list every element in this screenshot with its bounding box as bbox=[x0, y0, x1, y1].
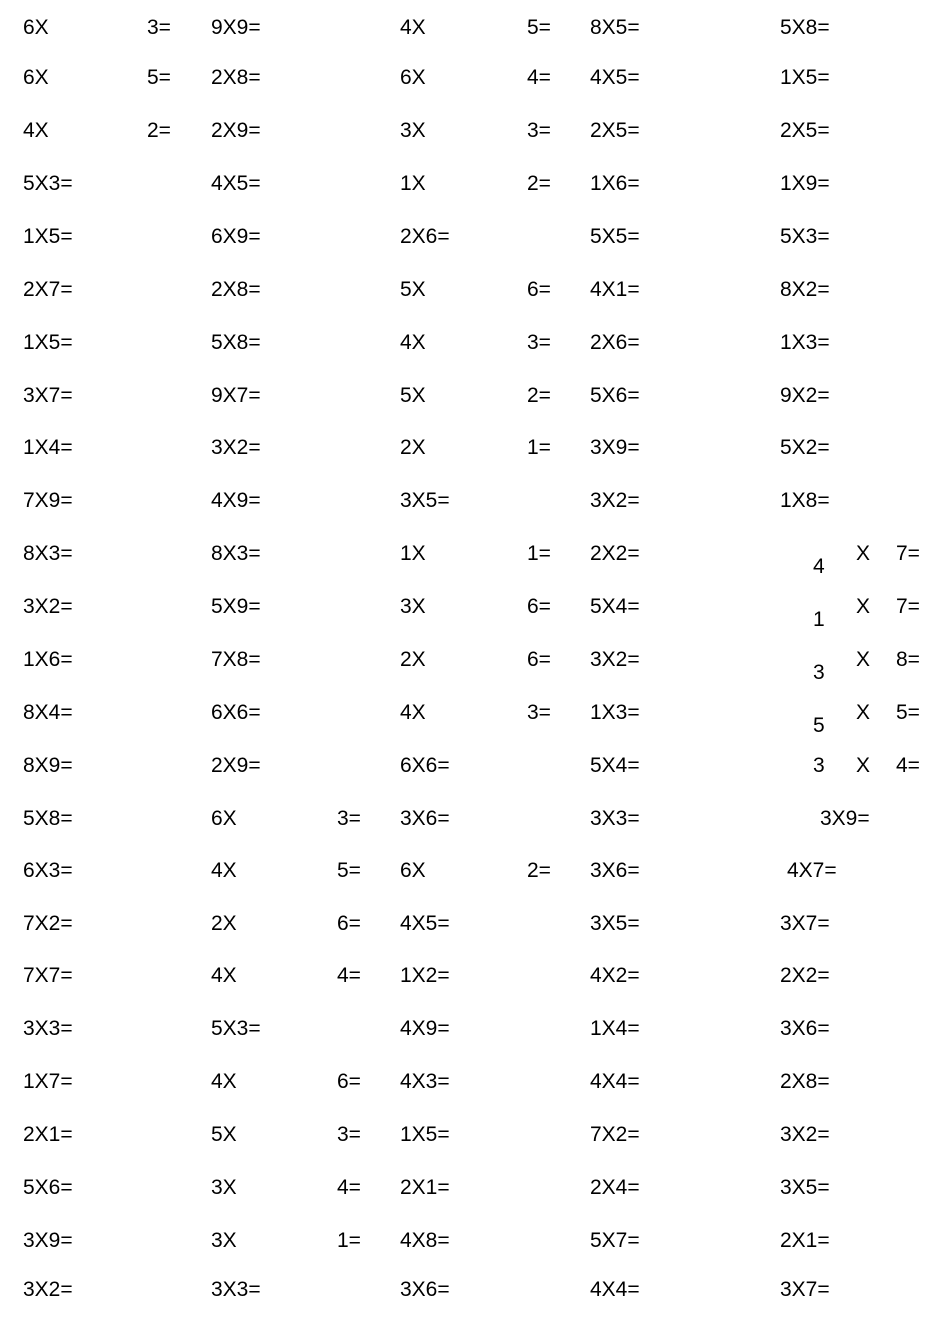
problem-text: 3= bbox=[527, 701, 551, 724]
problem-text: 2X6= bbox=[590, 331, 640, 354]
problem-text: 6= bbox=[527, 595, 551, 618]
problem-text: 4X8= bbox=[400, 1229, 450, 1252]
problem-text: 5= bbox=[896, 701, 920, 724]
problem-text: 1X7= bbox=[23, 1070, 73, 1093]
problem-text: 4X bbox=[400, 331, 426, 354]
problem-text: 3X3= bbox=[590, 807, 640, 830]
problem-text: 5X2= bbox=[780, 436, 830, 459]
problem-text: 4X4= bbox=[590, 1070, 640, 1093]
problem-text: 2X1= bbox=[400, 1176, 450, 1199]
problem-text: 6X bbox=[23, 16, 49, 39]
problem-text: 2X5= bbox=[780, 119, 830, 142]
problem-text: 4X9= bbox=[211, 489, 261, 512]
problem-text: X bbox=[856, 595, 871, 618]
problem-text: 4X4= bbox=[590, 1278, 640, 1301]
problem-text: 6= bbox=[337, 912, 361, 935]
problem-text: 6X9= bbox=[211, 225, 261, 248]
problem-text: 1X4= bbox=[590, 1017, 640, 1040]
problem-text: 2= bbox=[527, 859, 551, 882]
problem-text: 3X bbox=[400, 595, 426, 618]
problem-text: 2X4= bbox=[590, 1176, 640, 1199]
problem-text: 5X3= bbox=[211, 1017, 261, 1040]
problem-text: 4X bbox=[211, 964, 237, 987]
problem-text: 7X2= bbox=[23, 912, 73, 935]
problem-text: 7= bbox=[896, 542, 920, 565]
problem-text: 4X5= bbox=[211, 172, 261, 195]
problem-text: 5= bbox=[527, 16, 551, 39]
problem-text: 4X2= bbox=[590, 964, 640, 987]
problem-text: 2X bbox=[400, 436, 426, 459]
problem-text: 4= bbox=[337, 1176, 361, 1199]
problem-text: 2X2= bbox=[590, 542, 640, 565]
problem-text: 6= bbox=[337, 1070, 361, 1093]
problem-text: 3= bbox=[527, 331, 551, 354]
problem-text: 1X bbox=[400, 172, 426, 195]
problem-text: 3= bbox=[337, 807, 361, 830]
problem-text: 4X9= bbox=[400, 1017, 450, 1040]
problem-text: 3X7= bbox=[23, 384, 73, 407]
problem-text: 1X4= bbox=[23, 436, 73, 459]
problem-text: 3X3= bbox=[211, 1278, 261, 1301]
problem-text: 6X bbox=[400, 66, 426, 89]
problem-text: 2X1= bbox=[780, 1229, 830, 1252]
problem-text: 5= bbox=[147, 66, 171, 89]
problem-text: 3X5= bbox=[590, 912, 640, 935]
problem-text: 7= bbox=[896, 595, 920, 618]
problem-text: 7X8= bbox=[211, 648, 261, 671]
problem-text: 5X bbox=[400, 384, 426, 407]
problem-text: 3X2= bbox=[23, 1278, 73, 1301]
problem-text: 5 bbox=[813, 714, 825, 737]
problem-text: 5X6= bbox=[590, 384, 640, 407]
problem-text: 1X5= bbox=[780, 66, 830, 89]
problem-text: 5X7= bbox=[590, 1229, 640, 1252]
problem-text: 8X9= bbox=[23, 754, 73, 777]
problem-text: 3= bbox=[147, 16, 171, 39]
problem-text: 9X9= bbox=[211, 16, 261, 39]
problem-text: 5X4= bbox=[590, 754, 640, 777]
problem-text: 2X9= bbox=[211, 754, 261, 777]
problem-text: 3= bbox=[337, 1123, 361, 1146]
problem-text: 4X bbox=[211, 1070, 237, 1093]
problem-text: 3X9= bbox=[590, 436, 640, 459]
problem-text: 3X2= bbox=[211, 436, 261, 459]
problem-text: 4X3= bbox=[400, 1070, 450, 1093]
problem-text: 3X2= bbox=[590, 648, 640, 671]
problem-text: 2X8= bbox=[211, 66, 261, 89]
problem-text: X bbox=[856, 648, 871, 671]
problem-text: 4X bbox=[400, 16, 426, 39]
problem-text: 1X bbox=[400, 542, 426, 565]
problem-text: 2= bbox=[527, 384, 551, 407]
problem-text: 6X bbox=[211, 807, 237, 830]
problem-text: 5X5= bbox=[590, 225, 640, 248]
problem-text: 6X bbox=[400, 859, 426, 882]
problem-text: 8= bbox=[896, 648, 920, 671]
problem-text: 6= bbox=[527, 648, 551, 671]
problem-text: 3X6= bbox=[780, 1017, 830, 1040]
problem-text: 6X6= bbox=[400, 754, 450, 777]
problem-text: 9X7= bbox=[211, 384, 261, 407]
problem-text: 3X6= bbox=[590, 859, 640, 882]
problem-text: 3X7= bbox=[780, 1278, 830, 1301]
problem-text: X bbox=[856, 701, 871, 724]
problem-text: 2X5= bbox=[590, 119, 640, 142]
problem-text: 4X5= bbox=[590, 66, 640, 89]
problem-text: 6X3= bbox=[23, 859, 73, 882]
problem-text: 2X9= bbox=[211, 119, 261, 142]
problem-text: X bbox=[856, 754, 871, 777]
problem-text: 3X6= bbox=[400, 807, 450, 830]
problem-text: 1X3= bbox=[780, 331, 830, 354]
problem-text: 1X6= bbox=[23, 648, 73, 671]
problem-text: 4X5= bbox=[400, 912, 450, 935]
problem-text: 8X4= bbox=[23, 701, 73, 724]
problem-text: 4X bbox=[211, 859, 237, 882]
problem-text: 1X5= bbox=[400, 1123, 450, 1146]
problem-text: 2X8= bbox=[211, 278, 261, 301]
problem-text: 4= bbox=[896, 754, 920, 777]
problem-text: 3X2= bbox=[590, 489, 640, 512]
problem-text: 3X9= bbox=[23, 1229, 73, 1252]
problem-text: 8X2= bbox=[780, 278, 830, 301]
problem-text: 3X5= bbox=[780, 1176, 830, 1199]
problem-text: 5X8= bbox=[780, 16, 830, 39]
problem-text: X bbox=[856, 542, 871, 565]
problem-text: 2X bbox=[400, 648, 426, 671]
problem-text: 4 bbox=[813, 555, 825, 578]
problem-text: 5X8= bbox=[211, 331, 261, 354]
problem-text: 2X7= bbox=[23, 278, 73, 301]
problem-text: 1X2= bbox=[400, 964, 450, 987]
problem-text: 1= bbox=[337, 1229, 361, 1252]
problem-text: 3X9= bbox=[820, 807, 870, 830]
problem-text: 1X6= bbox=[590, 172, 640, 195]
problem-text: 3X7= bbox=[780, 912, 830, 935]
problem-text: 4X7= bbox=[787, 859, 837, 882]
problem-text: 3= bbox=[527, 119, 551, 142]
problem-text: 1= bbox=[527, 542, 551, 565]
problem-text: 3X2= bbox=[23, 595, 73, 618]
problem-text: 2= bbox=[147, 119, 171, 142]
problem-text: 9X2= bbox=[780, 384, 830, 407]
problem-text: 3X bbox=[211, 1229, 237, 1252]
problem-text: 3X5= bbox=[400, 489, 450, 512]
problem-text: 5X3= bbox=[23, 172, 73, 195]
problem-text: 8X3= bbox=[211, 542, 261, 565]
problem-text: 1X9= bbox=[780, 172, 830, 195]
problem-text: 2X bbox=[211, 912, 237, 935]
problem-text: 2X1= bbox=[23, 1123, 73, 1146]
problem-text: 1X8= bbox=[780, 489, 830, 512]
problem-text: 1X3= bbox=[590, 701, 640, 724]
problem-text: 7X7= bbox=[23, 964, 73, 987]
problem-text: 5X bbox=[400, 278, 426, 301]
problem-text: 4= bbox=[527, 66, 551, 89]
problem-text: 8X5= bbox=[590, 16, 640, 39]
problem-text: 3X bbox=[400, 119, 426, 142]
problem-text: 4X bbox=[23, 119, 49, 142]
problem-text: 5X6= bbox=[23, 1176, 73, 1199]
problem-text: 4X bbox=[400, 701, 426, 724]
problem-text: 7X2= bbox=[590, 1123, 640, 1146]
problem-text: 3X2= bbox=[780, 1123, 830, 1146]
problem-text: 1X5= bbox=[23, 225, 73, 248]
problem-text: 4X1= bbox=[590, 278, 640, 301]
problem-text: 6X6= bbox=[211, 701, 261, 724]
problem-text: 6X bbox=[23, 66, 49, 89]
problem-text: 4= bbox=[337, 964, 361, 987]
problem-text: 5X9= bbox=[211, 595, 261, 618]
problem-text: 3X bbox=[211, 1176, 237, 1199]
problem-text: 2X2= bbox=[780, 964, 830, 987]
problem-text: 1X5= bbox=[23, 331, 73, 354]
problem-text: 3 bbox=[813, 754, 825, 777]
problem-text: 5X bbox=[211, 1123, 237, 1146]
problem-text: 6= bbox=[527, 278, 551, 301]
problem-text: 7X9= bbox=[23, 489, 73, 512]
problem-text: 2= bbox=[527, 172, 551, 195]
problem-text: 2X8= bbox=[780, 1070, 830, 1093]
problem-text: 3X6= bbox=[400, 1278, 450, 1301]
problem-text: 2X6= bbox=[400, 225, 450, 248]
problem-text: 5X8= bbox=[23, 807, 73, 830]
problem-text: 5= bbox=[337, 859, 361, 882]
problem-text: 5X3= bbox=[780, 225, 830, 248]
problem-text: 1 bbox=[813, 608, 825, 631]
problem-text: 8X3= bbox=[23, 542, 73, 565]
problem-text: 3X3= bbox=[23, 1017, 73, 1040]
problem-text: 3 bbox=[813, 661, 825, 684]
problem-text: 1= bbox=[527, 436, 551, 459]
problem-text: 5X4= bbox=[590, 595, 640, 618]
